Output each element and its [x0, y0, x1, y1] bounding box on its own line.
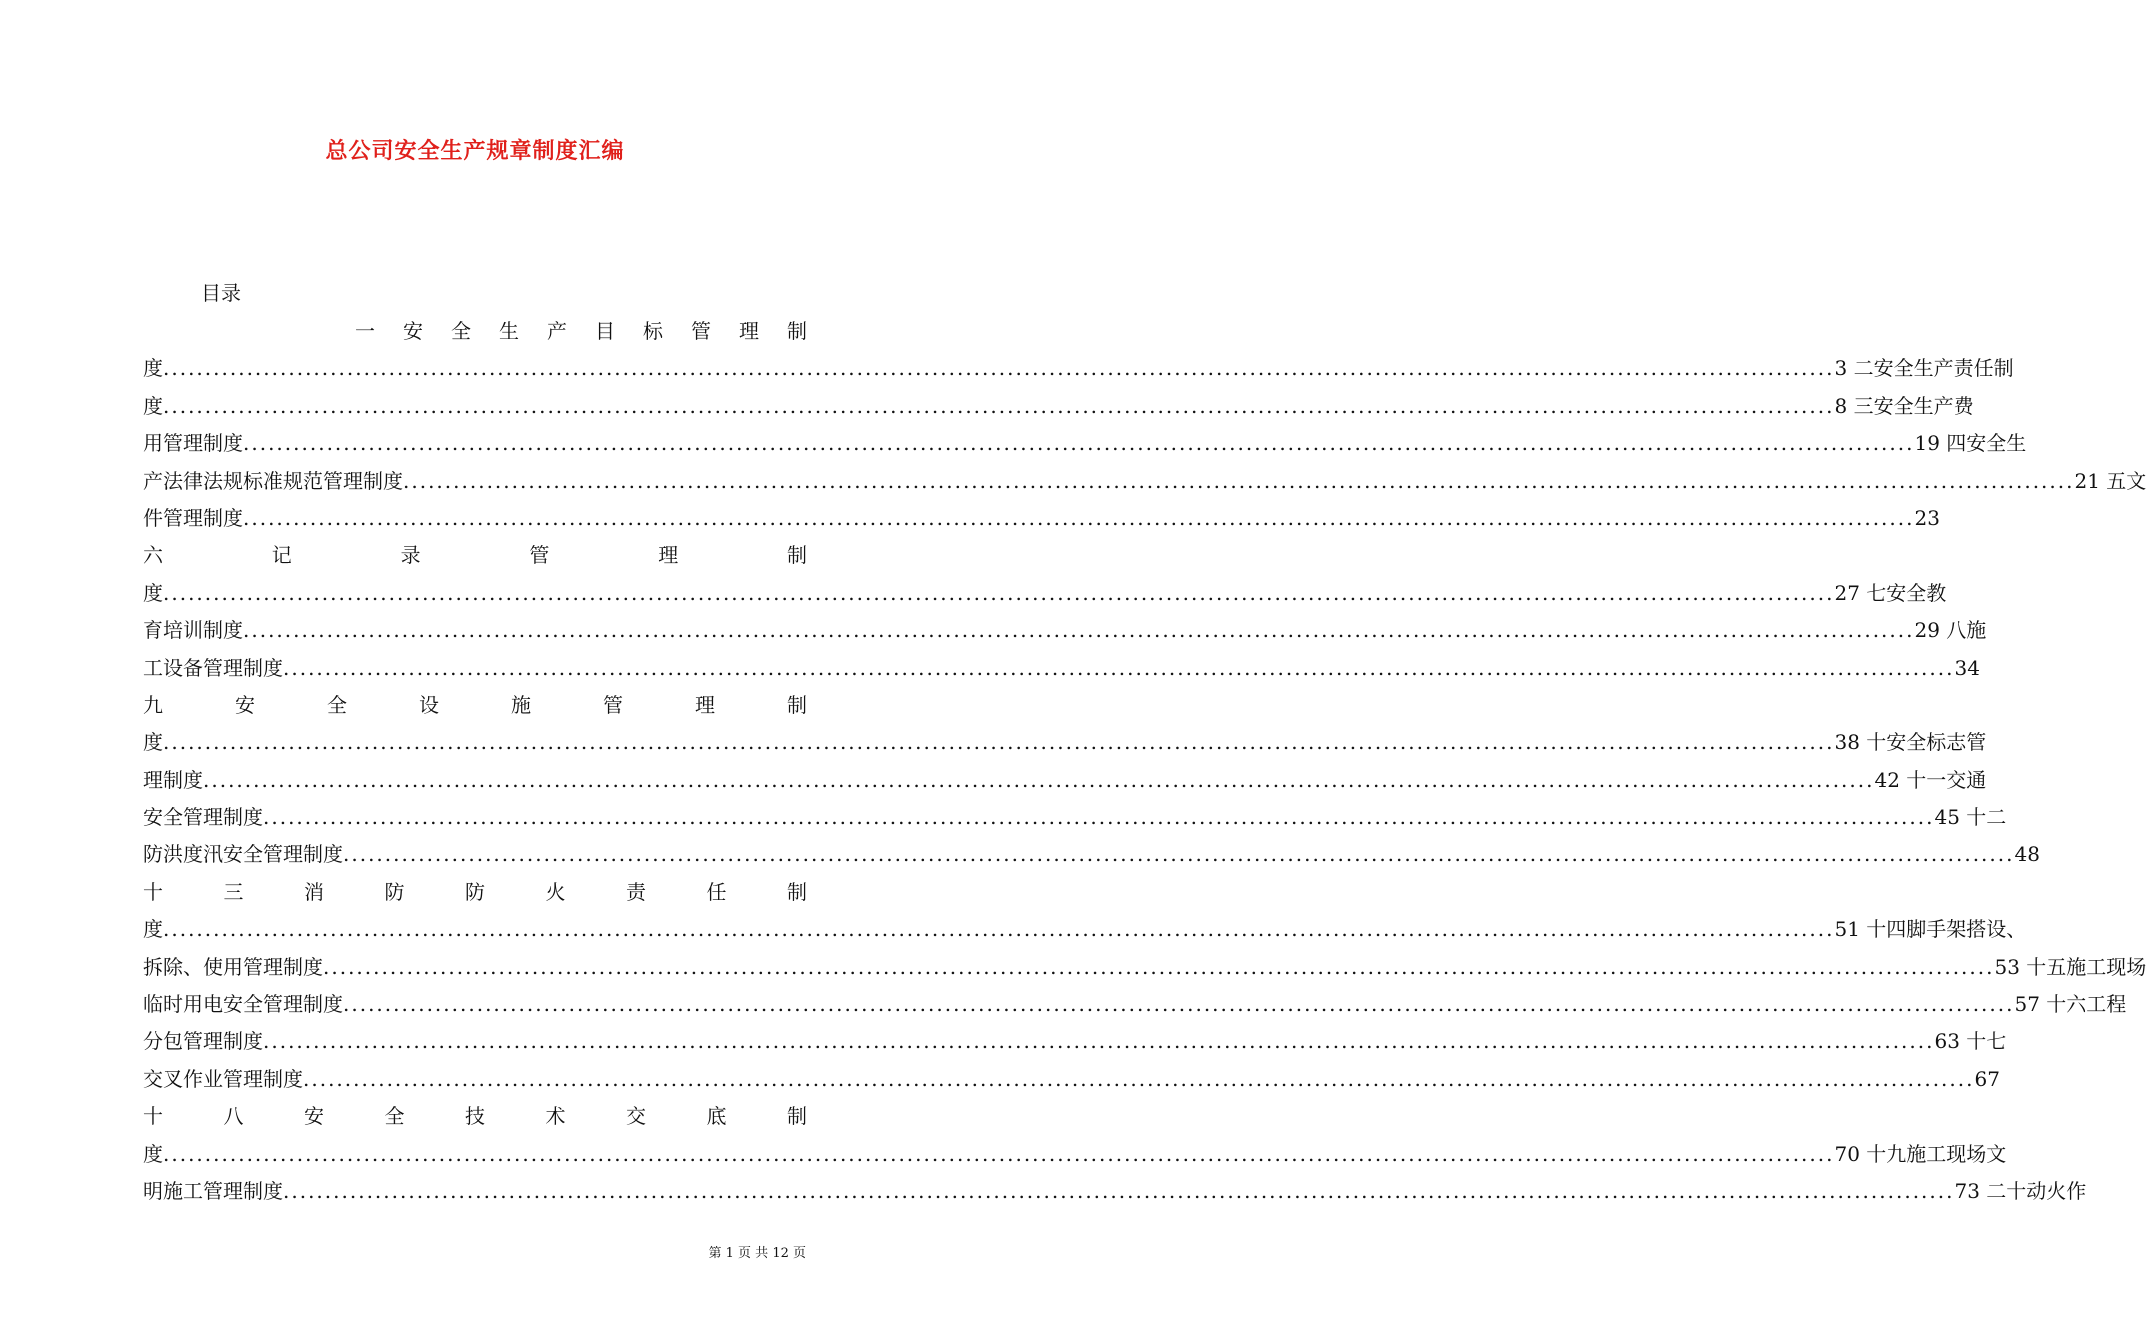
toc-line: [143, 799, 2007, 836]
toc-char: 八: [223, 1104, 244, 1129]
toc-char: 术: [545, 1104, 566, 1129]
toc-char: 管: [691, 319, 711, 343]
toc-char: 一: [355, 319, 375, 343]
toc-char: 九: [143, 692, 163, 717]
toc-char: 消: [304, 879, 324, 904]
toc-char: 设: [419, 692, 439, 717]
toc-line: [143, 911, 2027, 948]
toc-char: 任: [706, 879, 727, 904]
toc-entry-text: 临时用电安全管理制度: [143, 992, 343, 1017]
toc-entry-text: 产法律法规标准规范管理制度: [143, 468, 403, 493]
toc-char: 制: [787, 879, 807, 904]
toc-entry-page-and-next: 73 二十动火作: [1954, 1178, 2087, 1203]
toc-leader-dots: ........................................................................................................................................................................................................: [163, 730, 1835, 755]
toc-char: 录: [400, 543, 421, 568]
toc-char: 责: [626, 879, 646, 904]
toc-leader-dots: ........................................................................................................................................................................................................: [303, 1066, 1975, 1091]
toc-char: 理: [695, 692, 715, 717]
toc-entry-page-and-next: 67: [1974, 1066, 2000, 1091]
toc-line: [143, 762, 1987, 799]
toc-entry-text: 工设备管理制度: [143, 655, 283, 680]
toc-entry-text: 度: [143, 393, 163, 418]
toc-entry-page-and-next: 63 十七: [1934, 1029, 2007, 1054]
toc-char: 标: [643, 319, 663, 343]
toc-char: 安: [304, 1104, 324, 1129]
toc-leader-dots: ........................................................................................................................................................................................................: [283, 655, 1955, 680]
toc-line: [143, 986, 2127, 1023]
toc-line: [143, 575, 1947, 612]
toc-char: 技: [465, 1104, 485, 1129]
toc-entry-text: 防洪度汛安全管理制度: [143, 842, 343, 867]
toc-char: 目: [595, 319, 615, 343]
toc-entry-page-and-next: 3 二安全生产责任制: [1834, 356, 2014, 381]
toc-line: [143, 1136, 2007, 1173]
toc-entry-text: 拆除、使用管理制度: [143, 954, 323, 979]
toc-leader-dots: ........................................................................................................................................................................................................: [343, 842, 2015, 867]
toc-entry-text: 度: [143, 730, 163, 755]
toc-char: 全: [384, 1104, 405, 1129]
toc-line: [143, 1061, 2000, 1098]
toc-line: [143, 687, 807, 724]
toc-char: 产: [547, 319, 567, 343]
toc-char: 制: [787, 1104, 807, 1129]
toc-line: [143, 612, 1987, 649]
toc-entry-page-and-next: 70 十九施工现场文: [1834, 1141, 2007, 1166]
toc-char: 生: [499, 319, 519, 343]
toc-line: [143, 537, 807, 574]
toc-char: 三: [223, 879, 244, 904]
toc-line: [143, 463, 2146, 500]
toc-leader-dots: ........................................................................................................................................................................................................: [243, 505, 1915, 530]
toc-line: [143, 425, 2027, 462]
toc-leader-dots: ........................................................................................................................................................................................................: [163, 1141, 1835, 1166]
toc-line: [143, 836, 2040, 873]
toc-line: [143, 650, 1980, 687]
toc-entry-text: 明施工管理制度: [143, 1178, 283, 1203]
toc-char: 施: [511, 692, 531, 717]
toc-char: 交: [626, 1104, 646, 1129]
toc-leader-dots: ........................................................................................................................................................................................................: [283, 1178, 1955, 1203]
toc-char: 记: [271, 543, 292, 568]
toc-char: 安: [403, 319, 423, 343]
toc-line: [143, 1023, 2007, 1060]
toc-entry-text: 度: [143, 917, 163, 942]
toc-entry-page-and-next: 34: [1954, 655, 1980, 680]
toc-char: 防: [465, 879, 485, 904]
toc-leader-dots: ........................................................................................................................................................................................................: [243, 618, 1915, 643]
toc-char: 管: [529, 543, 550, 568]
toc-char: 制: [786, 543, 807, 568]
toc-char: 十: [143, 1104, 163, 1129]
toc-char: 十: [143, 879, 163, 904]
toc-entry-page-and-next: 51 十四脚手架搭设、: [1834, 917, 2027, 942]
toc-line: [143, 500, 1940, 537]
toc-entry-page-and-next: 19 四安全生: [1914, 431, 2027, 456]
toc-leader-dots: ........................................................................................................................................................................................................: [343, 992, 2015, 1017]
toc-entry-text: 度: [143, 1141, 163, 1166]
toc-line: [143, 1173, 2087, 1210]
toc-leader-dots: ........................................................................................................................................................................................................: [163, 393, 1835, 418]
toc-leader-dots: ........................................................................................................................................................................................................: [163, 356, 1835, 381]
toc-leader-dots: ........................................................................................................................................................................................................: [163, 917, 1835, 942]
toc-char: 全: [327, 692, 347, 717]
toc-char: 防: [384, 879, 405, 904]
toc-heading: 目录: [201, 281, 241, 305]
toc-leader-dots: ........................................................................................................................................................................................................: [323, 954, 1995, 979]
toc-line: [143, 350, 2014, 387]
toc-entry-text: 度: [143, 356, 163, 381]
toc-entry-text: 理制度: [143, 767, 203, 792]
toc-entry-page-and-next: 21 五文: [2074, 468, 2146, 493]
toc-entry-page-and-next: 53 十五施工现场: [1994, 954, 2146, 979]
toc-entry-page-and-next: 23: [1914, 505, 1940, 530]
toc-leader-dots: ........................................................................................................................................................................................................: [203, 767, 1875, 792]
toc-leader-dots: ........................................................................................................................................................................................................: [163, 580, 1835, 605]
toc-char: 火: [545, 879, 566, 904]
toc-char: 六: [143, 543, 163, 568]
toc-line: [143, 1098, 807, 1135]
toc-entry-text: 育培训制度: [143, 618, 243, 643]
toc-char: 全: [451, 319, 471, 343]
toc-entry-text: 安全管理制度: [143, 805, 263, 830]
toc-leader-dots: ........................................................................................................................................................................................................: [263, 805, 1935, 830]
toc-entry-page-and-next: 29 八施: [1914, 618, 1987, 643]
toc-entry-page-and-next: 27 七安全教: [1834, 580, 1947, 605]
page-footer: 第 1 页 共 12 页: [708, 1246, 806, 1261]
toc-char: 理: [739, 319, 759, 343]
toc-entry-text: 度: [143, 580, 163, 605]
toc-char: 制: [787, 692, 807, 717]
toc-line: [143, 313, 807, 350]
toc-entry-page-and-next: 42 十一交通: [1874, 767, 1987, 792]
toc-line: [143, 874, 807, 911]
toc-entry-text: 交叉作业管理制度: [143, 1066, 303, 1091]
toc-char: 理: [658, 543, 679, 568]
toc-leader-dots: ........................................................................................................................................................................................................: [403, 468, 2075, 493]
toc-entry-page-and-next: 48: [2014, 842, 2040, 867]
toc-entry-page-and-next: 38 十安全标志管: [1834, 730, 1987, 755]
toc-entry-text: 分包管理制度: [143, 1029, 263, 1054]
toc-char: 底: [706, 1104, 727, 1129]
toc-entry-page-and-next: 57 十六工程: [2014, 992, 2127, 1017]
toc-line: [143, 949, 2146, 986]
document-title: 总公司安全生产规章制度汇编: [325, 138, 625, 164]
toc-entry-page-and-next: 45 十二: [1934, 805, 2007, 830]
toc-char: 安: [235, 692, 255, 717]
toc-entry-text: 件管理制度: [143, 505, 243, 530]
toc-char: 管: [603, 692, 623, 717]
toc-leader-dots: ........................................................................................................................................................................................................: [243, 431, 1915, 456]
toc-leader-dots: ........................................................................................................................................................................................................: [263, 1029, 1935, 1054]
toc-entry-text: 用管理制度: [143, 431, 243, 456]
toc-line: [143, 388, 1974, 425]
toc-entry-page-and-next: 8 三安全生产费: [1834, 393, 1974, 418]
toc-char: 制: [787, 319, 807, 343]
toc-line: [143, 724, 1987, 761]
table-of-contents: [143, 313, 2146, 1210]
